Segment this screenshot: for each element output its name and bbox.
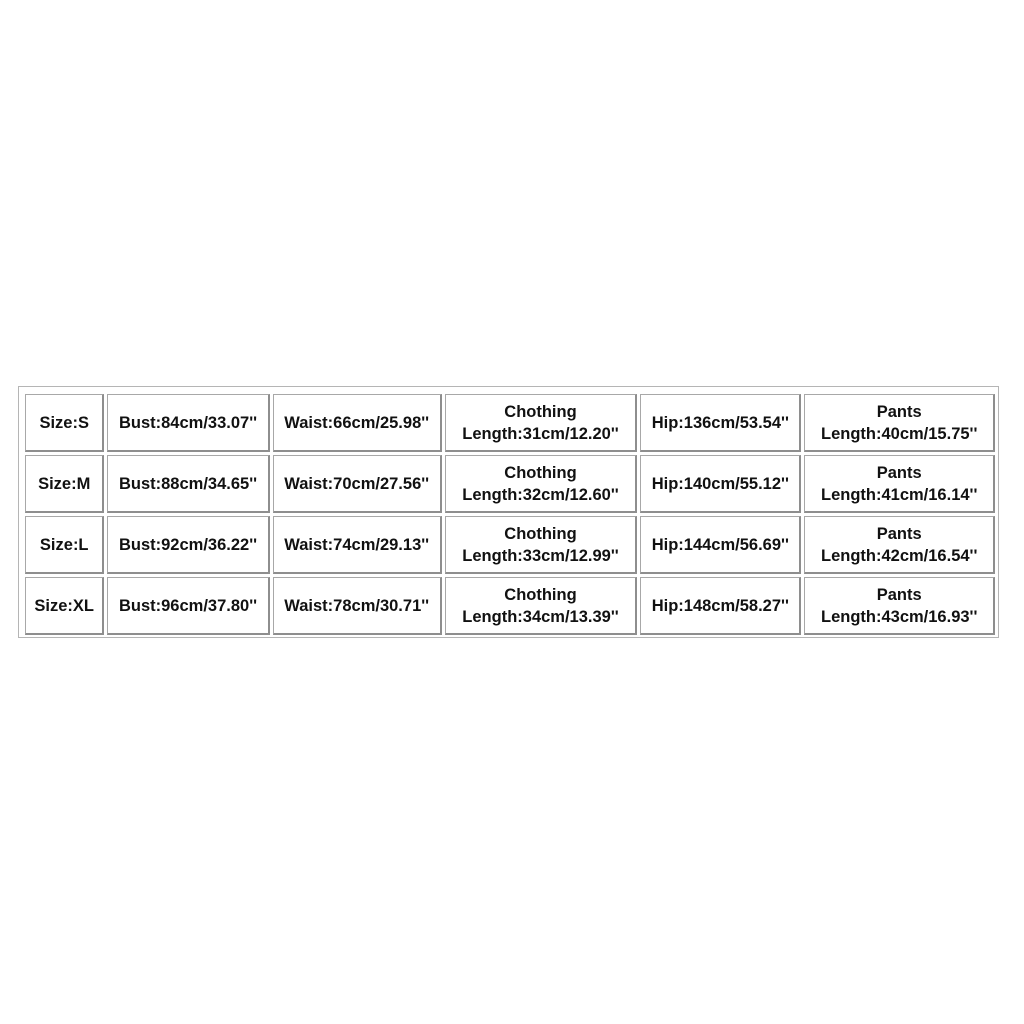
table-row bbox=[25, 577, 995, 635]
clothing-length-value: Length:32cm/12.60'' bbox=[462, 485, 619, 504]
pants-length-cell bbox=[804, 577, 995, 635]
hip-cell: Hip:136cm/53.54'' bbox=[640, 394, 801, 452]
hip-cell: Hip:148cm/58.27'' bbox=[640, 577, 801, 635]
size-chart bbox=[18, 386, 999, 638]
bust-cell: Bust:88cm/34.65'' bbox=[107, 455, 269, 513]
table-row bbox=[25, 455, 995, 513]
hip-cell: Hip:140cm/55.12'' bbox=[640, 455, 801, 513]
bust-cell: Bust:96cm/37.80'' bbox=[107, 577, 269, 635]
waist-cell: Waist:66cm/25.98'' bbox=[273, 394, 442, 452]
size-cell: Size:M bbox=[25, 455, 104, 513]
size-chart-table bbox=[22, 391, 998, 638]
pants-length-value: Length:40cm/15.75'' bbox=[820, 424, 978, 443]
pants-length-value: Length:42cm/16.54'' bbox=[820, 546, 978, 565]
bust-cell: Bust:84cm/33.07'' bbox=[107, 394, 269, 452]
size-cell: Size:L bbox=[25, 516, 104, 574]
clothing-length-label: Chothing bbox=[504, 463, 577, 482]
hip-cell: Hip:144cm/56.69'' bbox=[640, 516, 801, 574]
waist-cell: Waist:78cm/30.71'' bbox=[273, 577, 442, 635]
clothing-length-label: Chothing bbox=[504, 402, 577, 421]
size-cell: Size:S bbox=[25, 394, 104, 452]
clothing-length-cell bbox=[445, 455, 637, 513]
pants-length-value: Length:43cm/16.93'' bbox=[820, 607, 978, 626]
clothing-length-label: Chothing bbox=[504, 585, 577, 604]
size-cell: Size:XL bbox=[25, 577, 104, 635]
pants-length-label: Pants bbox=[876, 402, 922, 421]
bust-cell: Bust:92cm/36.22'' bbox=[107, 516, 269, 574]
pants-length-cell bbox=[804, 394, 995, 452]
clothing-length-cell bbox=[445, 577, 637, 635]
pants-length-cell bbox=[804, 516, 995, 574]
pants-length-cell bbox=[804, 455, 995, 513]
waist-cell: Waist:70cm/27.56'' bbox=[273, 455, 442, 513]
pants-length-label: Pants bbox=[876, 463, 922, 482]
clothing-length-value: Length:31cm/12.20'' bbox=[462, 424, 619, 443]
pants-length-value: Length:41cm/16.14'' bbox=[820, 485, 978, 504]
clothing-length-label: Chothing bbox=[504, 524, 577, 543]
pants-length-label: Pants bbox=[876, 585, 922, 604]
table-row bbox=[25, 516, 995, 574]
pants-length-label: Pants bbox=[876, 524, 922, 543]
waist-cell: Waist:74cm/29.13'' bbox=[273, 516, 442, 574]
table-row bbox=[25, 394, 995, 452]
clothing-length-cell bbox=[445, 516, 637, 574]
clothing-length-value: Length:34cm/13.39'' bbox=[462, 607, 619, 626]
clothing-length-value: Length:33cm/12.99'' bbox=[462, 546, 619, 565]
clothing-length-cell bbox=[445, 394, 637, 452]
